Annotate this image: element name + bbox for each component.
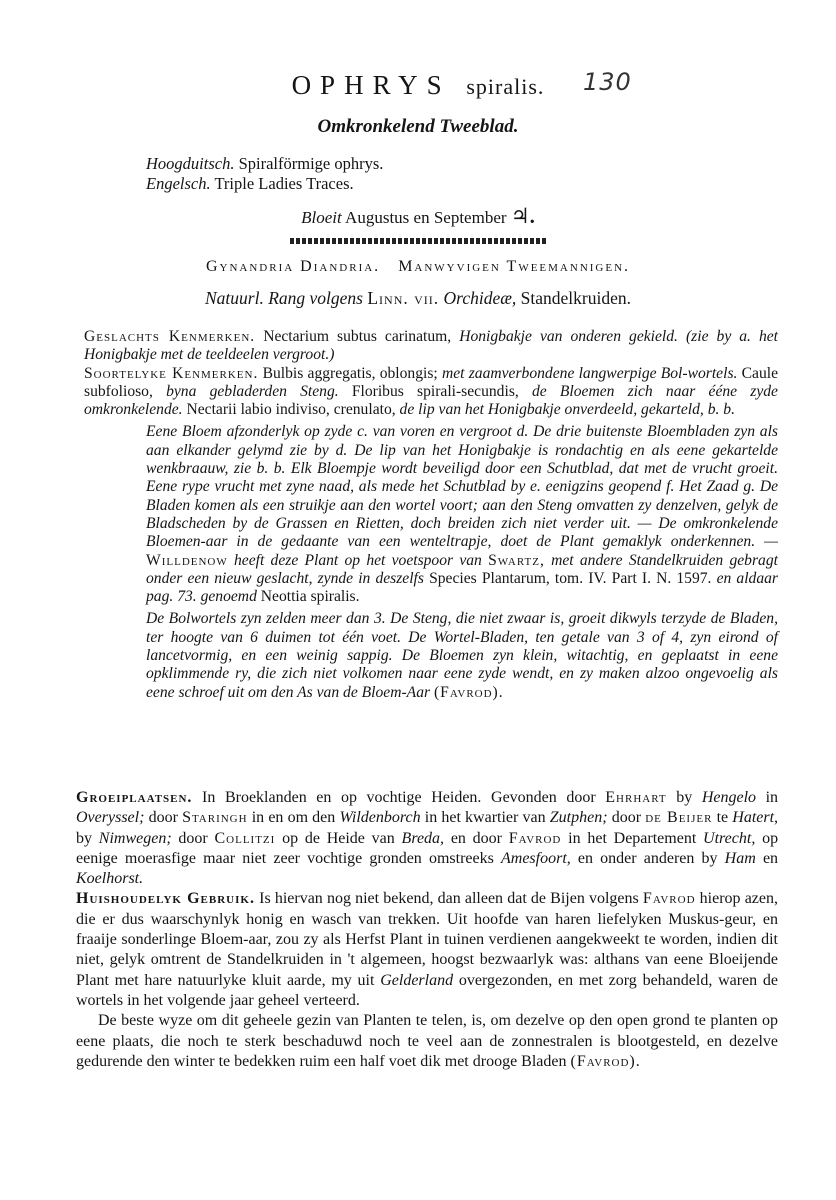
perennial-sign: ♃. [510, 204, 535, 228]
flowering-period: Bloeit Augustus en September ♃. [301, 204, 535, 228]
linnaean-class: Gynandria Diandria. Manwyvigen Tweemannigen. [205, 258, 631, 275]
name-german: Hoogduitsch. Spiralförmige ophrys. [146, 154, 384, 173]
cultivation-paragraph: De beste wyze om dit geheele gezin van Planten te telen, is, om dezelve op den open grond te planten op eene plaats, die noch te sterk beschaduwd noch te veel aan de zonnestralen is blootgesteld, en dezelve gedurende den winter te bedekken ruim een half voet dik met drooge Bladen (Favrod). [76, 1012, 778, 1070]
ornamental-divider [290, 238, 548, 244]
description-paragraph-1: Eene Bloem afzonderlyk op zyde c. van voren en vergroot d. De drie buitenste Bloembladen zyn als aan elkander gelymd zie by d. De lip van het Honigbakje is rondachtig en als eene gekartelde wenkbraauw, zie b. b. Elk Bloempje wordt beveiligd door een Schutblad, dat met de vrucht groeit. Eene rype vrucht met zyne naad, als mede het Schutblad by e. eenigzins geopend f. Het Zaad g. De Bladen komen als een struikje aan den wortel voort; aan den Steng omvatten zy denzelven, gelyk de Bladscheden by de Grassen en Rietten, doch breiden zich niet verder uit. — De omkronkelende Bloemen-aar in de gedaante van een wenteltrapje, doet de Plant gemaklyk onderkennen. — Willdenow heeft deze Plant op het voetspoor van Swartz, met andere Standelkruiden gebragt onder een nieuw geslacht, zynde in deszelfs Species Plantarum, tom. IV. Part I. N. 1597. en aldaar pag. 73. genoemd Neottia spiralis. [146, 423, 778, 606]
habitat-paragraph: Groeiplaatsen. In Broeklanden en op vochtige Heiden. Gevonden door Ehrhart by Hengelo in Overyssel; door Staringh in en om den Wildenborch in het kwartier van Zutphen; door de Beijer te Hatert, by Nimwegen; door Collitzi op de Heide van Breda, en door Favrod in het Departement Utrecht, op eenige moerasfige maar niet zeer vochtige gronden omstreeks Amesfoort, en onder anderen by Ham en Koelhorst. [76, 789, 779, 888]
dutch-name: Omkronkelend Tweeblad. [317, 116, 519, 137]
common-names [146, 154, 383, 194]
handwritten-page-number: 130 [583, 68, 632, 96]
uses-paragraph: Huishoudelyk Gebruik. Is hiervan nog niet bekend, dan alleen dat de Bijen volgens Favrod hierop azen, die er dus waarschynlyk honig en wasch van trekken. Uit hoofde van haren liefelyken Muskus-geur, en fraaije sonderlinge Bloem-aar, zou zy als Herfst Plant in tuinen verdienen aangekweekt te worden, indien dit niet, gelyk omtrent de Standelkruiden in 't algemeen, hoogst bezwaarlyk was: althans van eene Bloeijende Plant met hare natuurlyke kluit aarde, my uit Gelderland overgezonden, en met zorg behandeld, waren de wortels in het volgende jaar geheel verteerd. [76, 890, 779, 1009]
habitat-and-uses [76, 788, 778, 1072]
specific-characters: Soortelyke Kenmerken. Bulbis aggregatis, oblongis; met zaamverbondene langwerpige Bol-wortels. Caule subfolioso, byna gebladerden Steng. Floribus spirali-secundis, de Bloemen zich naar ééne zyde omkronkelende. Nectarii labio indiviso, crenulato, de lip van het Honigbakje onverdeeld, gekarteld, b. b. [84, 364, 778, 419]
name-english: Engelsch. Triple Ladies Traces. [146, 174, 354, 193]
description-paragraph-2: De Bolwortels zyn zelden meer dan 3. De Steng, die niet zwaar is, groeit dikwyls terzyde de Bladen, ter hoogte van 6 duimen tot één voet. De Wortel-Bladen, ten getale van 3 of 4, zyn eirond of lancetvormig, en een weinig sappig. De Bloemen zyn klein, witachtig, en geplaatst in eene opklimmende ry, die zich niet volkomen naar eene zyde wendt, en zy maken alzoo ongevoelig als eene schroef uit om den As van de Bloem-Aar (Favrod). [146, 610, 778, 701]
characteristics-text [84, 328, 778, 702]
species-name: spiralis. [466, 74, 545, 99]
genus-name: OPHRYS [291, 70, 451, 100]
generic-characters: Geslachts Kenmerken. Nectarium subtus carinatum, Honigbakje van onderen gekield. (zie by a. het Honigbakje met de teeldeelen vergroot.) [84, 328, 779, 364]
page-title [0, 70, 836, 101]
natural-order: Natuurl. Rang volgens Linn. vii. Orchideæ, Standelkruiden. [205, 288, 631, 308]
